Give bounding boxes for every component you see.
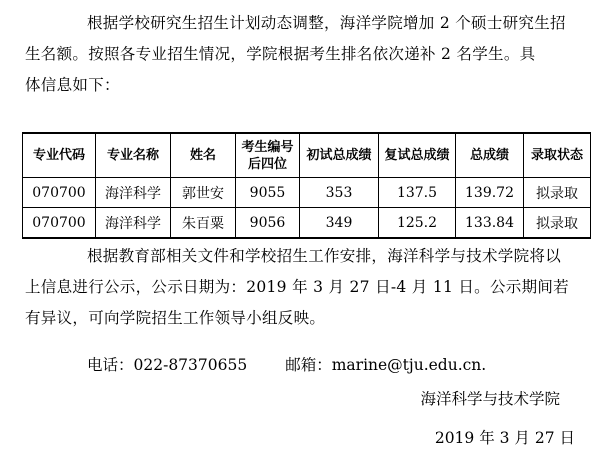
admission-table — [22, 132, 591, 239]
cell-total-score: 139.72 — [456, 178, 524, 208]
col-header-name: 姓名 — [171, 133, 236, 178]
intro-line-2: 生名额。按照各专业招生情况，学院根据考生排名依次递补 2 名学生。具 — [25, 45, 536, 63]
intro-line-3: 体信息如下： — [25, 76, 120, 94]
cell-exam-id: 9056 — [236, 208, 300, 239]
col-header-major-name: 专业名称 — [96, 133, 171, 178]
cell-exam-id: 9055 — [236, 178, 300, 208]
col-header-major-code: 专业代码 — [23, 133, 96, 178]
contact-email: 邮箱：marine@tju.edu.cn. — [285, 356, 487, 374]
cell-status: 拟录取 — [524, 208, 591, 239]
cell-major-code: 070700 — [23, 178, 96, 208]
cell-initial-score: 349 — [300, 208, 379, 239]
cell-major-code: 070700 — [23, 208, 96, 239]
notice-line-2: 上信息进行公示，公示日期为：2019 年 3 月 27 日-4 月 11 日。公示期间若 — [25, 278, 569, 296]
col-header-status: 录取状态 — [524, 133, 591, 178]
cell-retest-score: 125.2 — [379, 208, 456, 239]
col-header-exam-id — [236, 133, 300, 178]
col-header-exam-id-line-1: 考生编号 — [241, 139, 294, 155]
table-header-row — [23, 133, 591, 178]
signature-org: 海洋科学与技术学院 — [420, 390, 560, 408]
col-header-retest-score: 复试总成绩 — [379, 133, 456, 178]
cell-major-name: 海洋科学 — [96, 178, 171, 208]
signature-date: 2019 年 3 月 27 日 — [434, 429, 575, 447]
cell-name: 郭世安 — [171, 178, 236, 208]
cell-total-score: 133.84 — [456, 208, 524, 239]
col-header-initial-score: 初试总成绩 — [300, 133, 379, 178]
table-row — [23, 208, 591, 239]
intro-line-1: 根据学校研究生招生计划动态调整，海洋学院增加 2 个硕士研究生招 — [87, 14, 566, 32]
col-header-exam-id-line-2: 后四位 — [247, 156, 287, 172]
table-row — [23, 178, 591, 208]
cell-major-name: 海洋科学 — [96, 208, 171, 239]
contact-info — [87, 353, 486, 375]
notice-paragraph — [25, 241, 590, 334]
intro-paragraph — [25, 8, 590, 101]
contact-phone: 电话：022-87370655 — [87, 356, 248, 374]
col-header-total-score: 总成绩 — [456, 133, 524, 178]
notice-line-1: 根据教育部相关文件和学校招生工作安排，海洋科学与技术学院将以 — [87, 247, 562, 265]
cell-retest-score: 137.5 — [379, 178, 456, 208]
notice-line-3: 有异议，可向学院招生工作领导小组反映。 — [25, 309, 326, 327]
cell-initial-score: 353 — [300, 178, 379, 208]
cell-status: 拟录取 — [524, 178, 591, 208]
cell-name: 朱百粟 — [171, 208, 236, 239]
